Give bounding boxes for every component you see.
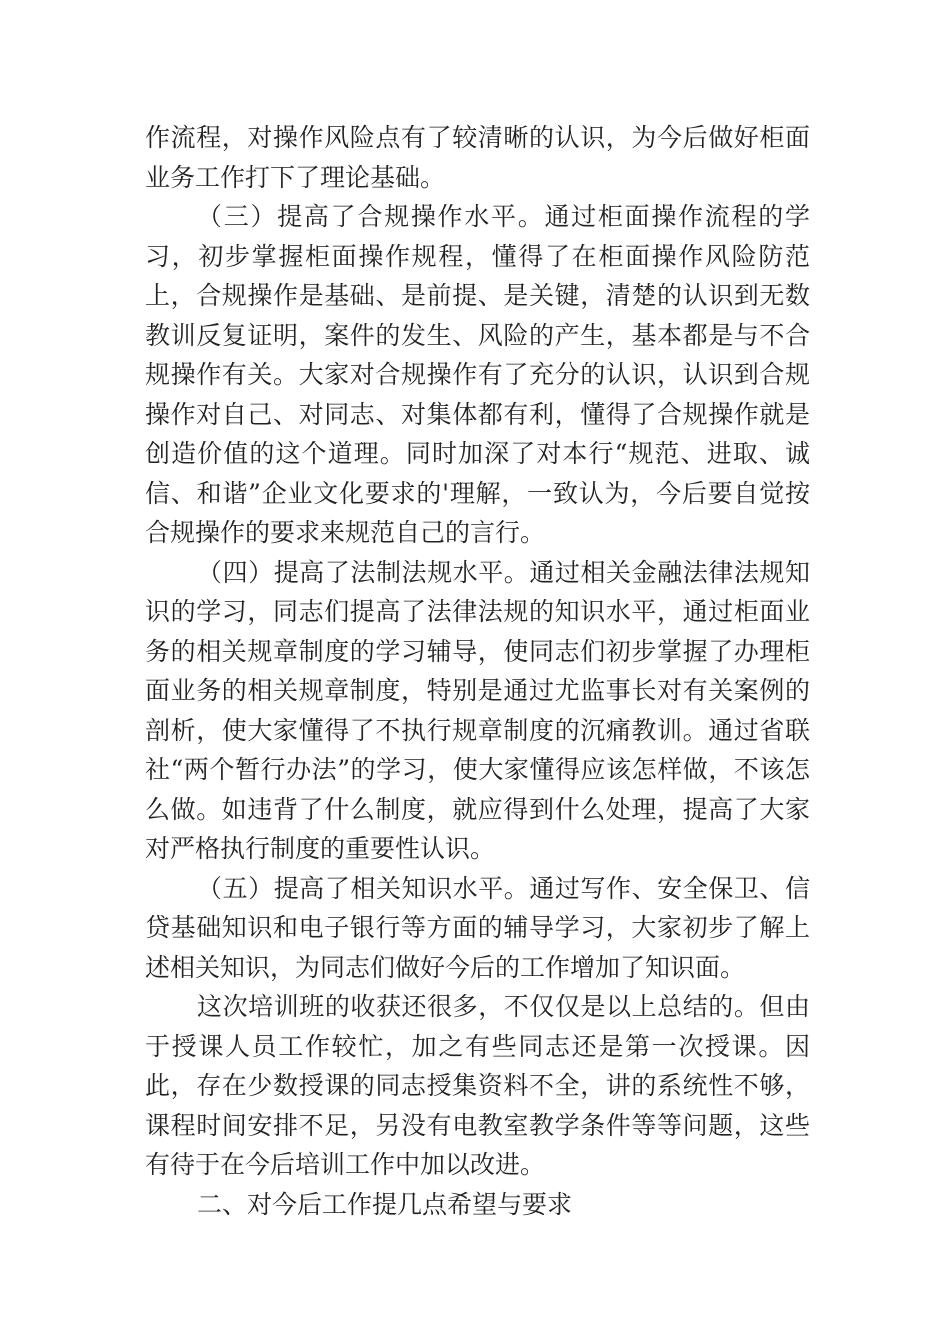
- paragraph-continuation: 作流程，对操作风险点有了较清晰的认识，为今后做好柜面业务工作打下了理论基础。: [145, 123, 810, 192]
- document-page: [145, 118, 810, 1224]
- section-heading: 二、对今后工作提几点希望与要求: [197, 1189, 573, 1219]
- paragraph-knowledge: （五）提高了相关知识水平。通过写作、安全保卫、信贷基础知识和电子银行等方面的辅导学习，大家初步了解上述相关知识，为同志们做好今后的工作增加了知识面。: [145, 873, 810, 982]
- paragraph-legal: （四）提高了法制法规水平。通过相关金融法律法规知识的学习，同志们提高了法律法规的知识水平，通过柜面业务的相关规章制度的学习辅导，使同志们初步掌握了办理柜面业务的相关规章制度，特别是通过尤监事长对有关案例的剖析，使大家懂得了不执行规章制度的沉痛教训。通过省联社“两个暂行办法”的学习，使大家懂得应该怎样做，不该怎么做。如违背了什么制度，就应得到什么处理，提高了大家对严格执行制度的重要性认识。: [145, 557, 810, 863]
- paragraph-compliance: （三）提高了合规操作水平。通过柜面操作流程的学习，初步掌握柜面操作规程，懂得了在柜面操作风险防范上，合规操作是基础、是前提、是关键，清楚的认识到无数教训反复证明，案件的发生、风险的产生，基本都是与不合规操作有关。大家对合规操作有了充分的认识，认识到合规操作对自己、对同志、对集体都有利，懂得了合规操作就是创造价值的这个道理。同时加深了对本行“规范、进取、诚信、和谐”企业文化要求的'理解，一致认为，今后要自觉按合规操作的要求来规范自己的言行。: [145, 202, 810, 547]
- paragraph-summary: 这次培训班的收获还很多，不仅仅是以上总结的。但由于授课人员工作较忙，加之有些同志还是第一次授课。因此，存在少数授课的同志授集资料不全，讲的系统性不够，课程时间安排不足，另没有电教室教学条件等等问题，这些有待于在今后培训工作中加以改进。: [145, 992, 810, 1179]
